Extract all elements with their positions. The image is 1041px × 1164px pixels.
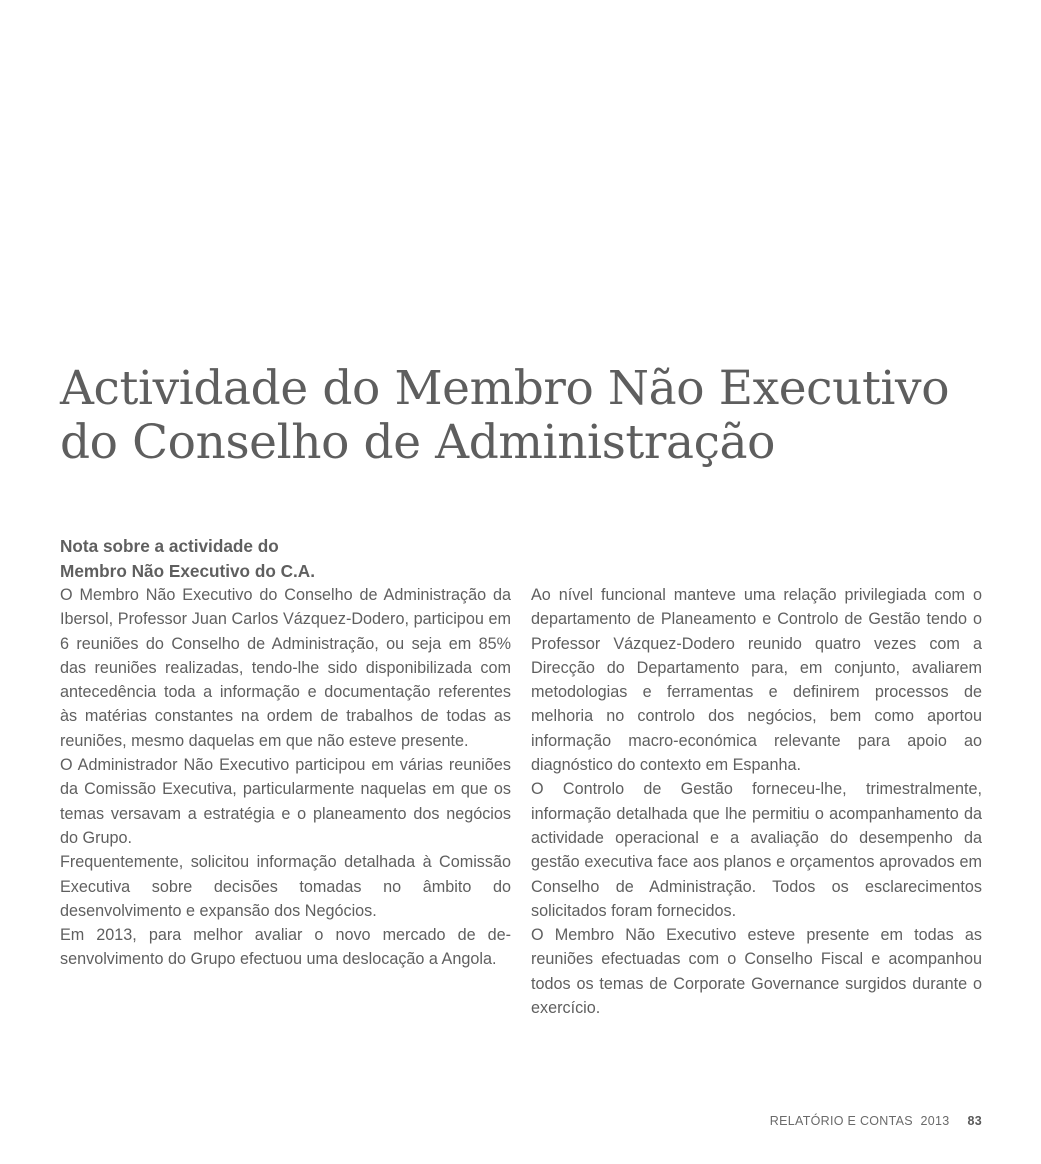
section-heading — [60, 534, 520, 583]
page-title — [60, 362, 1000, 470]
right-text-column — [531, 583, 982, 1020]
paragraph: Ao nível funcional manteve uma relação privilegiada com o departamento de Planeamento e Controlo de Gestão tendo o Professor Vázquez-Dodero reunido quatro vezes com a Direcção do Departamento para, em conjunto, avaliarem metodologias e ferramentas e definirem processos de melhoria no controlo dos negócios, bem como aportou informação macro-económica relevante para apoio ao diagnóstico do contexto em Espanha. — [531, 586, 982, 775]
page-number: 83 — [967, 1114, 982, 1128]
paragraph: O Membro Não Executivo esteve presente em todas as reuniões efectuadas com o Conselho Fiscal e acompanhou todos os temas de Corporate Governance surgidos durante o exercício. — [531, 926, 982, 1018]
section-heading-line-1: Nota sobre a actividade do — [60, 536, 279, 556]
paragraph: O Membro Não Executivo do Conselho de Administração da Ibersol, Professor Juan Carlos Vázquez-Dodero, participou em 6 reuniões do Conselho de Administração, ou seja em 85% das reuniões realizadas, tendo-lhe sido disponibilizada com antecedência toda a informação e documentação referentes às matérias constantes na ordem de trabalhos de todas as reuniões, mesmo daquelas em que não esteve presente. — [60, 586, 511, 750]
paragraph: Frequentemente, solicitou informação detalhada à Comissão Executiva sobre decisões tomadas no âmbito do desenvolvimento e expansão dos Negócios. — [60, 853, 511, 920]
footer-report-label: RELATÓRIO E CONTAS 2013 — [769, 1114, 950, 1128]
paragraph: Em 2013, para melhor avaliar o novo mercado de desenvolvimento do Grupo efectuou uma deslocação a Angola. — [60, 926, 511, 969]
page-title-line-2: do Conselho de Administração — [60, 415, 776, 470]
section-heading-line-2: Membro Não Executivo do C.A. — [60, 560, 315, 581]
left-text-column — [60, 583, 511, 972]
paragraph: O Controlo de Gestão forneceu-lhe, trimestralmente, informação detalhada que lhe permitiu o acompanhamento da actividade operacional e a avaliação do desempenho da gestão executiva face aos planos e orçamentos aprovados em Conselho de Administração. Todos os esclarecimentos solicitados foram fornecidos. — [531, 780, 982, 920]
page-title-line-1: Actividade do Membro Não Executivo — [60, 361, 950, 416]
page-footer — [770, 1113, 982, 1129]
paragraph: O Administrador Não Executivo participou em várias reuniões da Comissão Executiva, particularmente naquelas em que os temas versavam a estratégia e o planeamento dos negócios do Grupo. — [60, 756, 511, 847]
